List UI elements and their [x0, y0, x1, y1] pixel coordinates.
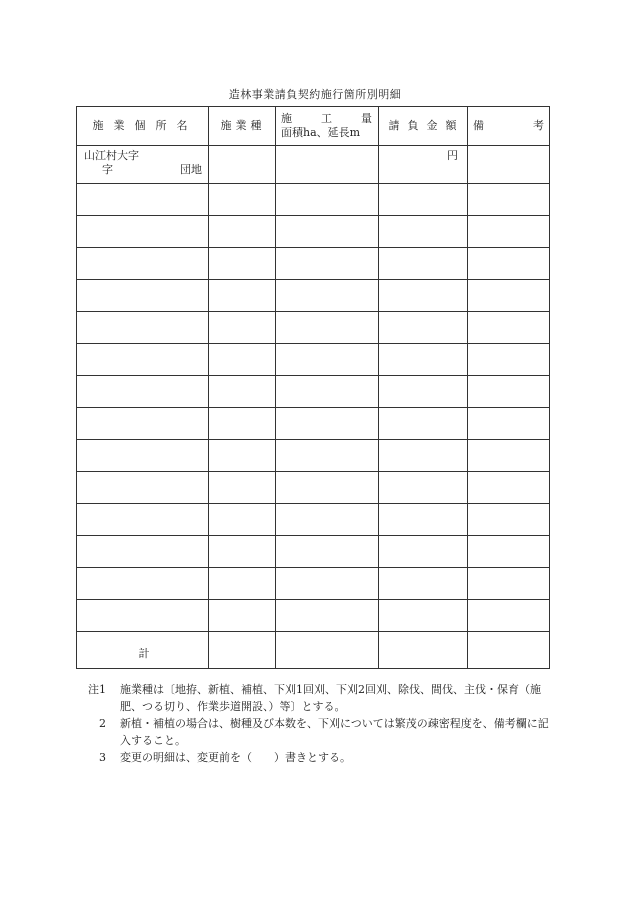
header-remarks — [467, 106, 550, 145]
header-quantity-char-1: 施 — [281, 111, 292, 125]
note-1-text: 施業種は〔地拵、新植、補植、下刈1回刈、下刈2回刈、除伐、間伐、主伐・保育（施肥、つる切り、作業歩道開設、）等〕とする。 — [120, 683, 541, 713]
location-village: 山江村大字 — [84, 149, 139, 162]
detail-table — [76, 106, 550, 669]
header-contract-amount: 請負金額 — [388, 118, 465, 132]
note-3-number: 3 — [99, 751, 106, 764]
note-2 — [88, 715, 558, 749]
location-aza: 字 — [102, 163, 113, 176]
header-work-type: 施業種 — [220, 118, 266, 132]
header-quantity-char-2: 工 — [321, 111, 332, 125]
total-label: 計 — [138, 646, 150, 660]
header-location: 施業個所名 — [92, 118, 198, 132]
first-row-location — [84, 149, 204, 177]
location-danchi: 団地 — [180, 163, 202, 176]
note-1-number: 注1 — [88, 683, 106, 696]
header-remarks-char-2: 考 — [533, 118, 544, 132]
note-1 — [88, 681, 558, 715]
header-quantity — [275, 106, 378, 145]
note-2-number: 2 — [99, 717, 106, 730]
notes-section — [88, 681, 558, 766]
first-row-yen-unit: 円 — [447, 149, 458, 162]
document-title: 造林事業請負契約施行箇所別明細 — [228, 88, 402, 101]
note-3-text: 変更の明細は、変更前を（ ）書きとする。 — [120, 751, 351, 764]
header-remarks-char-1: 備 — [473, 118, 484, 132]
note-2-text: 新植・補植の場合は、樹種及び本数を、下刈については繁茂の疎密程度を、備考欄に記入すること。 — [120, 717, 549, 747]
note-3 — [88, 749, 558, 766]
header-quantity-char-3: 量 — [361, 111, 372, 125]
header-quantity-units: 面積ha、延長m — [281, 125, 361, 139]
